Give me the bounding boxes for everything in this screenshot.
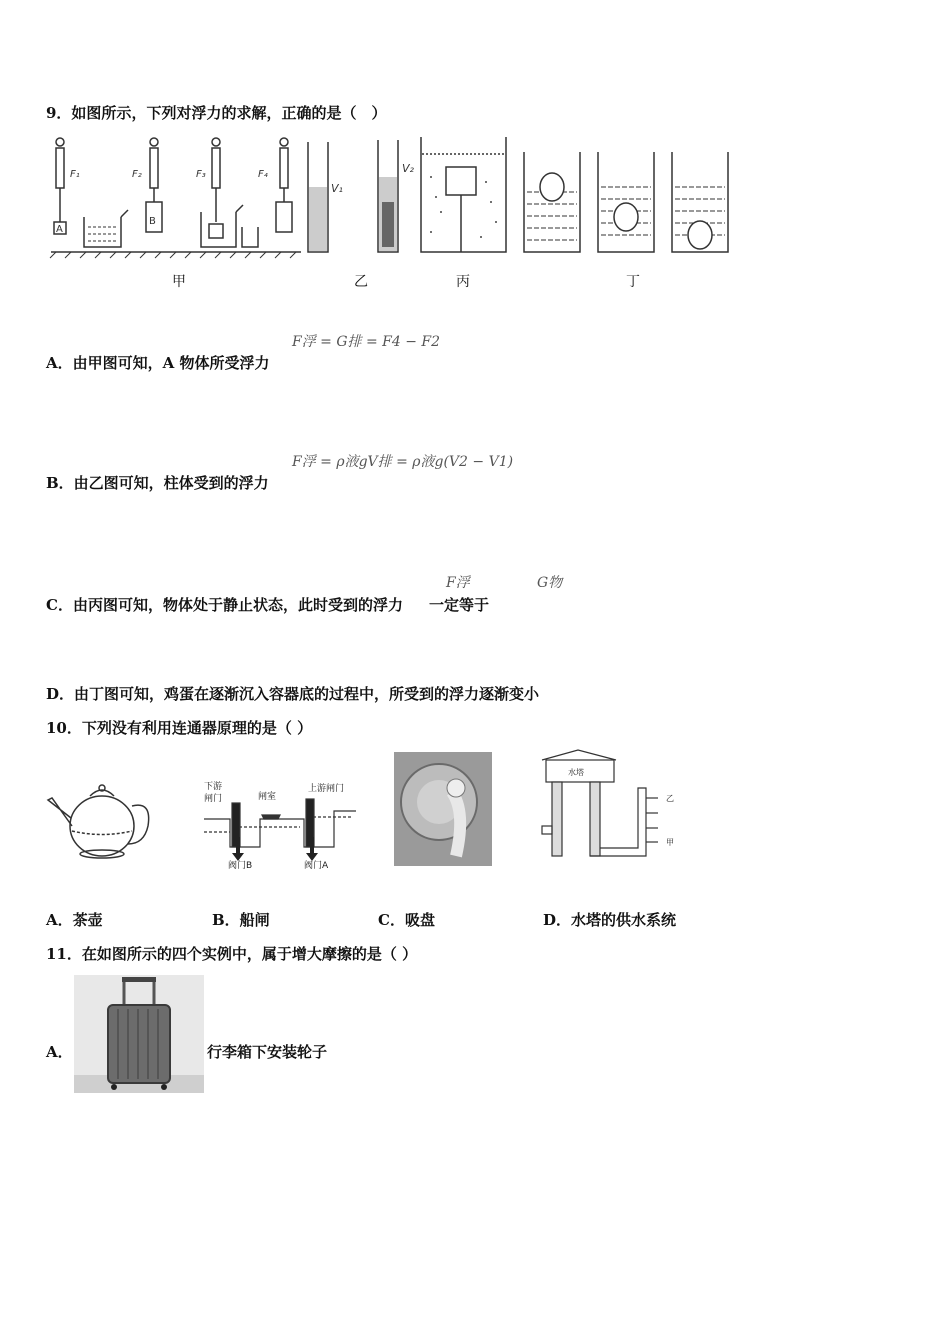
teapot-image: [44, 776, 156, 866]
q11-stem: 11．在如图所示的四个实例中，属于增大摩擦的是（ ）: [46, 945, 418, 963]
svg-text:水塔: 水塔: [568, 768, 584, 777]
q9-option-c[interactable]: [46, 594, 489, 615]
q9-figure: [46, 132, 736, 262]
graduated-cylinder-figure: [308, 140, 398, 252]
formula-b: F浮 = ρ液gV排 = ρ液g(V2 − V1): [292, 454, 514, 470]
q10-option-b[interactable]: B．船闸: [212, 911, 270, 929]
suction-cup-image: [394, 752, 492, 866]
svg-text:阀门B: 阀门B: [228, 861, 253, 869]
label-jia: 甲: [172, 274, 186, 290]
q11-option-a-text[interactable]: 行李箱下安装轮子: [207, 1043, 328, 1061]
svg-text:A: A: [56, 224, 63, 235]
q10-option-c[interactable]: C．吸盘: [378, 911, 435, 929]
svg-text:下游: 下游: [204, 782, 223, 792]
label-ding: 丁: [626, 274, 640, 290]
suitcase-image: [74, 975, 204, 1093]
q9-option-d[interactable]: D．由丁图可知，鸡蛋在逐渐沉入容器底的过程中，所受到的浮力逐渐变小: [46, 685, 540, 703]
svg-text:F₃: F₃: [196, 169, 206, 180]
q9-option-a[interactable]: A．由甲图可知，A 物体所受浮力: [46, 354, 270, 372]
q9-stem: 9．如图所示，下列对浮力的求解，正确的是（ ）: [46, 104, 387, 122]
q10-option-d[interactable]: D．水塔的供水系统: [543, 911, 677, 929]
label-bing: 丙: [456, 274, 470, 290]
q10-stem: 10．下列没有利用连通器原理的是（ ）: [46, 719, 313, 737]
formula-a: F浮 = G排 = F4 − F2: [292, 334, 441, 350]
q9-option-c-mid: 一定等于: [428, 596, 489, 614]
ship-lock-image: [200, 777, 360, 869]
svg-text:F₄: F₄: [258, 169, 268, 180]
svg-text:F₂: F₂: [132, 169, 142, 180]
spring-scales-figure: [50, 138, 301, 258]
water-tower-image: [538, 748, 678, 860]
svg-text:闸门: 闸门: [204, 794, 223, 804]
svg-text:V₂: V₂: [402, 162, 414, 175]
eggs-in-beakers-figure: [524, 152, 728, 252]
svg-text:V₁: V₁: [331, 182, 343, 195]
q9-option-b[interactable]: B．由乙图可知，柱体受到的浮力: [46, 474, 269, 492]
svg-text:B: B: [149, 216, 156, 227]
formula-c-weight: G物: [537, 575, 563, 591]
q9-option-c-text: C．由丙图可知，物体处于静止状态，此时受到的浮力: [46, 596, 403, 614]
svg-text:甲: 甲: [666, 838, 674, 847]
svg-text:乙: 乙: [666, 794, 674, 803]
svg-text:阀门A: 阀门A: [304, 861, 329, 869]
svg-text:F₁: F₁: [70, 169, 80, 180]
q10-option-a[interactable]: A．茶壶: [46, 911, 103, 929]
svg-text:闸室: 闸室: [258, 792, 277, 802]
block-in-liquid-figure: [421, 137, 506, 252]
svg-text:上游闸门: 上游闸门: [308, 784, 345, 794]
formula-c-buoyancy: F浮: [446, 575, 470, 591]
label-yi: 乙: [354, 274, 368, 290]
q11-option-a-label[interactable]: A．: [46, 1043, 73, 1061]
